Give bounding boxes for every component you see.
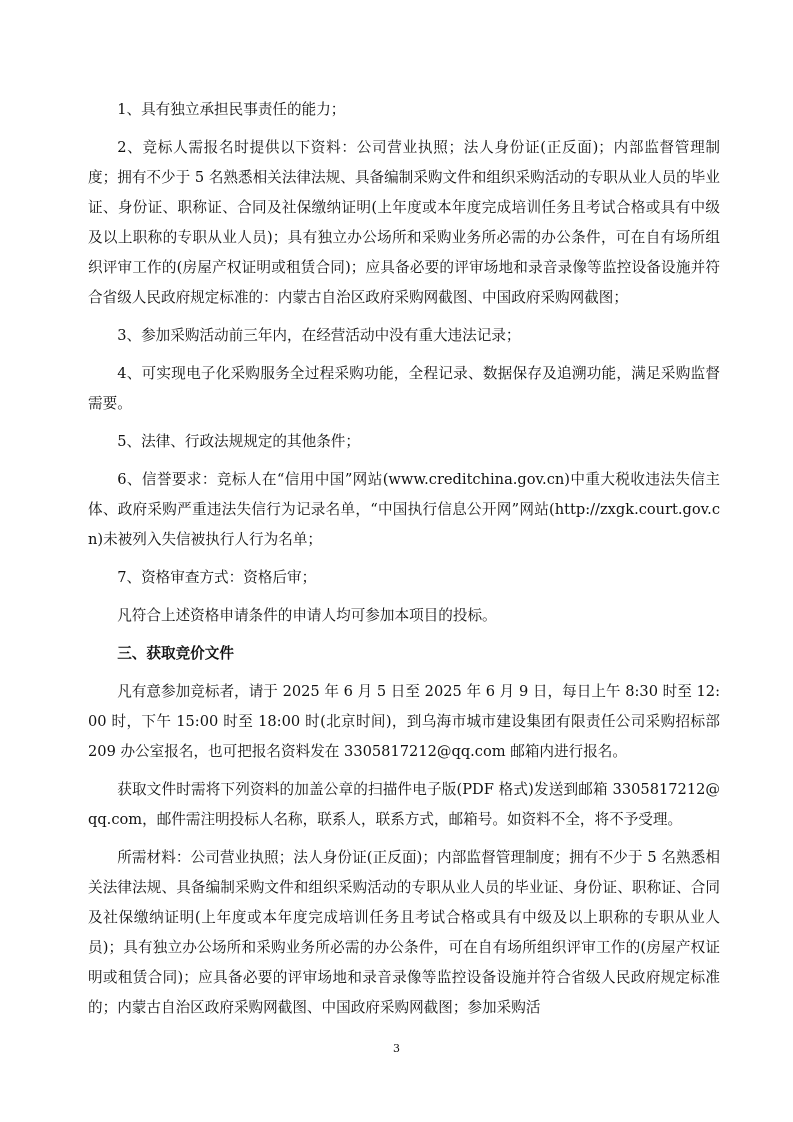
paragraph-eligible-applicants: 凡符合上述资格申请条件的申请人均可参加本项目的投标。 xyxy=(117,607,497,624)
paragraph-credit-requirement: 6、信誉要求：竞标人在“信用中国”网站(www.creditchina.gov.cn)中重大税收违法失信主体、政府采购严重违法失信行为记录名单，“中国执行信息公开网”网站(http://zxgk.court.gov.cn)未被列入失信被执行人行为名单； xyxy=(88,471,720,548)
section-heading-obtain-documents: 三、获取竞价文件 xyxy=(117,645,234,662)
paragraph-registration-materials: 2、竞标人需报名时提供以下资料：公司营业执照；法人身份证(正反面)；内部监督管理制度；拥有不少于 5 名熟悉相关法律法规、具备编制采购文件和组织采购活动的专职从业人员的毕业证、身份证、职称证、合同及社保缴纳证明(上年度或本年度完成培训任务且考试合格或具有中级及以上职称的专职从业人员)；具有独立办公场所和采购业务所必需的办公条件，可在自有场所组织评审工作的(房屋产权证明或租赁合同)；应具备必要的评审场地和录音录像等监控设备设施并符合省级人民政府规定标准的：内蒙古自治区政府采购网截图、中国政府采购网截图； xyxy=(88,139,720,306)
paragraph-no-violation-record: 3、参加采购活动前三年内，在经营活动中没有重大违法记录； xyxy=(117,327,521,344)
paragraph-email-submission: 获取文件时需将下列资料的加盖公章的扫描件电子版(PDF 格式)发送到邮箱 3305817212@qq.com，邮件需注明投标人名称，联系人，联系方式，邮箱号。如资料不全，将不予受理。 xyxy=(88,781,720,828)
paragraph-registration-time: 凡有意参加竞标者，请于 2025 年 6 月 5 日至 2025 年 6 月 9 日，每日上午 8:30 时至 12:00 时，下午 15:00 时至 18:00 时(北京时间)，到乌海市城市建设集团有限责任公司采购招标部 209 办公室报名，也可把报名资料发在 3305817212@qq.com 邮箱内进行报名。 xyxy=(88,683,720,760)
paragraph-other-conditions: 5、法律、行政法规规定的其他条件； xyxy=(117,433,360,450)
paragraph-electronic-procurement: 4、可实现电子化采购服务全过程采购功能，全程记录、数据保存及追溯功能，满足采购监督需要。 xyxy=(88,365,720,412)
paragraph-required-materials: 所需材料：公司营业执照；法人身份证(正反面)；内部监督管理制度；拥有不少于 5 名熟悉相关法律法规、具备编制采购文件和组织采购活动的专职从业人员的毕业证、身份证、职称证、合同及社保缴纳证明(上年度或本年度完成培训任务且考试合格或具有中级及以上职称的专职从业人员)；具有独立办公场所和采购业务所必需的办公条件，可在自有场所组织评审工作的(房屋产权证明或租赁合同)；应具备必要的评审场地和录音录像等监控设备设施并符合省级人民政府规定标准的；内蒙古自治区政府采购网截图、中国政府采购网截图；参加采购活 xyxy=(88,849,720,1016)
page-number: 3 xyxy=(393,1042,400,1055)
paragraph-civil-liability: 1、具有独立承担民事责任的能力； xyxy=(117,101,346,118)
paragraph-qualification-review: 7、资格审查方式：资格后审； xyxy=(117,569,317,586)
document-body xyxy=(88,95,720,1031)
